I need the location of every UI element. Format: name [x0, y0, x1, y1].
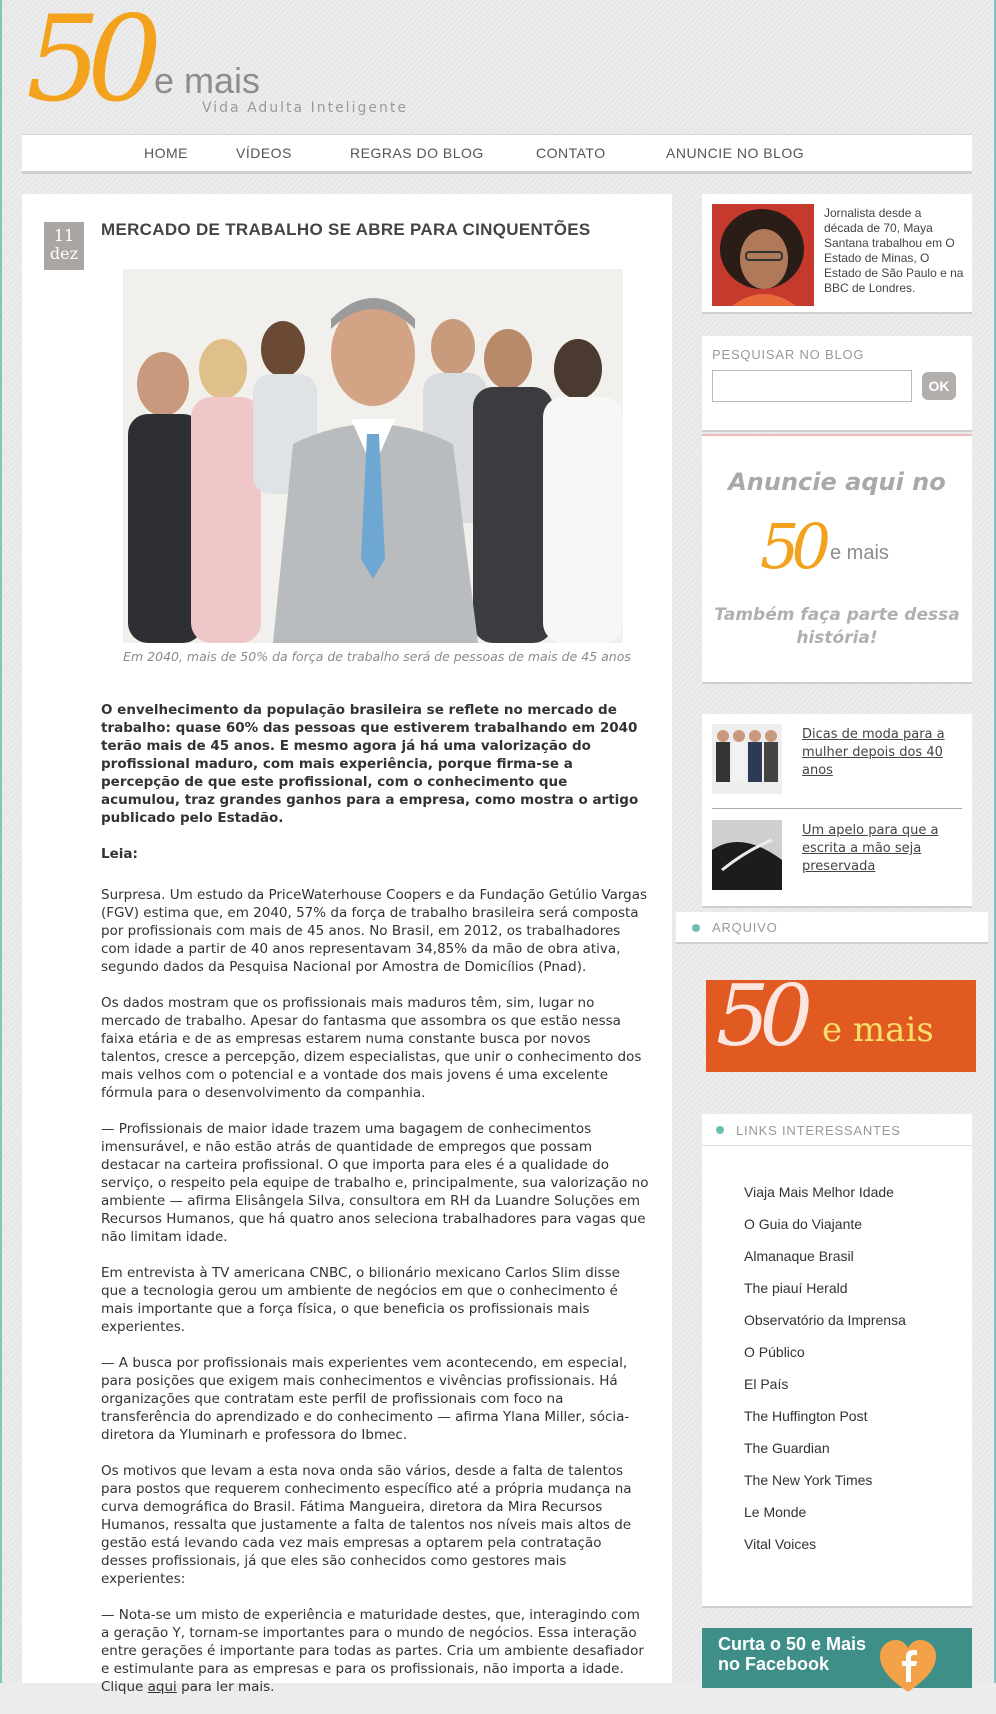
post-body — [101, 701, 649, 1714]
author-bio — [702, 194, 972, 314]
related-link[interactable]: Um apelo para que a escrita a mão seja preservada — [802, 823, 939, 874]
link-item[interactable]: Almanaque Brasil — [744, 1248, 854, 1264]
handwriting-thumb-image — [712, 820, 782, 890]
archive-label: ARQUIVO — [712, 920, 778, 935]
links-heading — [702, 1114, 972, 1146]
link-item[interactable]: Viaja Mais Melhor Idade — [744, 1184, 894, 1200]
nav-videos[interactable]: VÍDEOS — [236, 145, 292, 161]
search-heading: PESQUISAR NO BLOG — [712, 347, 865, 362]
nav-rules[interactable]: REGRAS DO BLOG — [350, 145, 484, 161]
main-nav — [22, 134, 972, 174]
link-item[interactable]: Vital Voices — [744, 1536, 817, 1552]
paragraph: Surpresa. Um estudo da PriceWaterhouse Coopers e da Fundação Getúlio Vargas (FGV) estima que, em 2040, 57% da força de trabalho brasileira será composta por profissionais com mais de 45 anos. No Brasil, em 2012, os trabalhadores com idade a partir de 40 anos representavam 34,85% da mão de obra ativa, segundo dados da Pesquisa Nacional por Amostra de Domicílios (Pnad). — [101, 887, 648, 975]
post-title[interactable]: MERCADO DE TRABALHO SE ABRE PARA CINQUENTÕES — [101, 220, 591, 239]
paragraph-last — [101, 1606, 649, 1696]
last-paragraph-text: — Nota-se um misto de experiência e maturidade destes, que, interagindo com a geração Y, tornam-se importantes para o mundo de negócios. Essa interação entre gerações é importante para todas as partes. Cria um ambiente desafiador e estimulante para as empresas e para os profissionais, não importa a idade. Clique — [101, 1607, 644, 1695]
bullet-icon — [692, 924, 700, 932]
ad-logo-number: 50 — [760, 510, 823, 583]
brand-banner[interactable] — [706, 967, 976, 1072]
bio-text: Jornalista desde a década de 70, Maya Santana trabalhou em O Estado de Minas, O Estado de São Paulo e na BBC de Londres. — [824, 206, 964, 295]
logo-number: 50 — [26, 0, 149, 128]
bullet-icon — [716, 1126, 724, 1134]
author-avatar — [712, 204, 814, 306]
author-photo — [712, 204, 814, 306]
paragraph: Em entrevista à TV americana CNBC, o bilionário mexicano Carlos Slim disse que a tecnologia gerou um ambiente de negócios em que o conhecimento é mais importante que a força física, o que beneficia os profissionais mais experientes. — [101, 1265, 620, 1335]
fashion-thumb-image — [712, 724, 782, 794]
advertise-box[interactable] — [702, 434, 972, 684]
ad-subline: Também faça parte dessa história! — [714, 605, 960, 648]
related-link[interactable]: Dicas de moda para a mulher depois dos 40 anos — [802, 727, 945, 778]
link-item[interactable]: O Guia do Viajante — [744, 1216, 863, 1232]
link-item[interactable]: O Público — [744, 1344, 805, 1360]
post-month: dez — [49, 244, 79, 263]
business-people-image — [123, 269, 623, 643]
nav-contact[interactable]: CONTATO — [536, 145, 606, 161]
link-item[interactable]: El País — [744, 1376, 789, 1392]
paragraph: — A busca por profissionais mais experientes vem acontecendo, em especial, para posições que exigem mais conhecimentos e vivências profissionais. Há organizações que contratam este perfil de profissionais com foco na transferência do aprendizado e do conhecimento — afirma Ylana Miller, sócia-diretora da Yluminarh e professora do Ibmec. — [101, 1355, 630, 1443]
post-leia: Leia: — [101, 846, 138, 862]
banner-number: 50 — [716, 967, 803, 1065]
nav-advertise[interactable]: ANUNCIE NO BLOG — [666, 145, 805, 161]
related-item — [712, 820, 962, 892]
paragraph: — Profissionais de maior idade trazem uma bagagem de conhecimentos imensurável, e não estão atrás de quantidade de empregos que possam destacar na carteira profissional. O que importa para eles é a qualidade do serviço, o respeito pela equipe de trabalho e, principalmente, sua valorização no ambiente — afirma Elisângela Silva, consultora em RH da Luandre Soluções em Recursos Humanos, que há quatro anos seleciona trabalhadores para vagas que não limitam idade. — [101, 1121, 649, 1245]
facebook-promo[interactable] — [702, 1628, 972, 1688]
link-item[interactable]: The piauí Herald — [744, 1280, 848, 1296]
logo-suffix: e mais — [154, 60, 261, 101]
related-item — [712, 724, 962, 796]
banner-suffix: e mais — [822, 1010, 934, 1050]
links-heading-label: LINKS INTERESSANTES — [736, 1123, 901, 1138]
links-widget — [702, 1114, 972, 1608]
photo-caption: Em 2040, mais de 50% da força de trabalho será de pessoas de mais de 45 anos — [123, 649, 631, 664]
related-posts — [702, 714, 972, 908]
nav-home[interactable]: HOME — [144, 145, 188, 161]
search-ok-button[interactable]: OK — [922, 372, 956, 400]
facebook-promo-text: Curta o 50 e Mais no Facebook — [718, 1634, 867, 1674]
link-item[interactable]: The New York Times — [744, 1472, 873, 1488]
ad-headline: Anuncie aqui no — [728, 468, 946, 496]
read-more-link[interactable]: aqui — [147, 1679, 177, 1695]
post-lead: O envelhecimento da população brasileira se reflete no mercado de trabalho: quase 60% das pessoas que estiverem trabalhando em 2040 terão mais de 45 anos. E mesmo agora já há uma valorização do profissional maduro, com mais experiência, porque firma-se a percepção de que este profissional, com o conhecimento que acumulou, traz grandes ganhos para a empresa, como mostra o artigo publicado pelo Estadão. — [101, 702, 639, 826]
last-paragraph-end: para ler mais. — [176, 1679, 275, 1695]
search-input[interactable] — [712, 370, 912, 402]
ad-logo-suffix: e mais — [830, 542, 889, 564]
link-item[interactable]: Le Monde — [744, 1504, 807, 1520]
links-list — [744, 1184, 906, 1568]
logo-tagline: Vida Adulta Inteligente — [202, 100, 408, 116]
related-thumb[interactable] — [712, 724, 782, 794]
paragraph: Os motivos que levam a esta nova onda são vários, desde a falta de talentos para postos que requerem conhecimento específico até a própria mudança na curva demográfica do Brasil. Fátima Mangueira, diretora da Mira Recursos Humanos, ressalta que justamente a falta de talentos nos níveis mais altos de gestão está levando cada vez mais empresas a optarem pela contratação desses profissionais, já que eles são conhecidos como gestores mais experientes: — [101, 1463, 632, 1587]
link-item[interactable]: The Huffington Post — [744, 1408, 868, 1424]
archive-widget[interactable] — [676, 912, 988, 944]
related-thumb[interactable] — [712, 820, 782, 890]
link-item[interactable]: Observatório da Imprensa — [744, 1312, 906, 1328]
related-divider — [712, 808, 962, 809]
search-box — [702, 336, 972, 432]
banner-box — [676, 948, 982, 1088]
post-day: 11 — [53, 226, 75, 245]
site-logo[interactable] — [26, 0, 426, 128]
post-column — [22, 194, 672, 1695]
post-photo — [123, 269, 623, 643]
paragraph: Os dados mostram que os profissionais mais maduros têm, sim, lugar no mercado de trabalho. Apesar do fantasma que assombra os que estão nessa faixa etária e de as empresas estarem numa constante busca por novos talentos, cresce a percepção, dizem especialistas, que unir o conhecimento dos mais velhos com o potencial e a vontade dos mais jovens é uma excelente fórmula para o desenvolvimento da companhia. — [101, 995, 642, 1101]
facebook-heart-icon — [878, 1638, 938, 1698]
post-date-badge — [44, 222, 84, 270]
link-item[interactable]: The Guardian — [744, 1440, 830, 1456]
ad-logo — [760, 510, 940, 586]
